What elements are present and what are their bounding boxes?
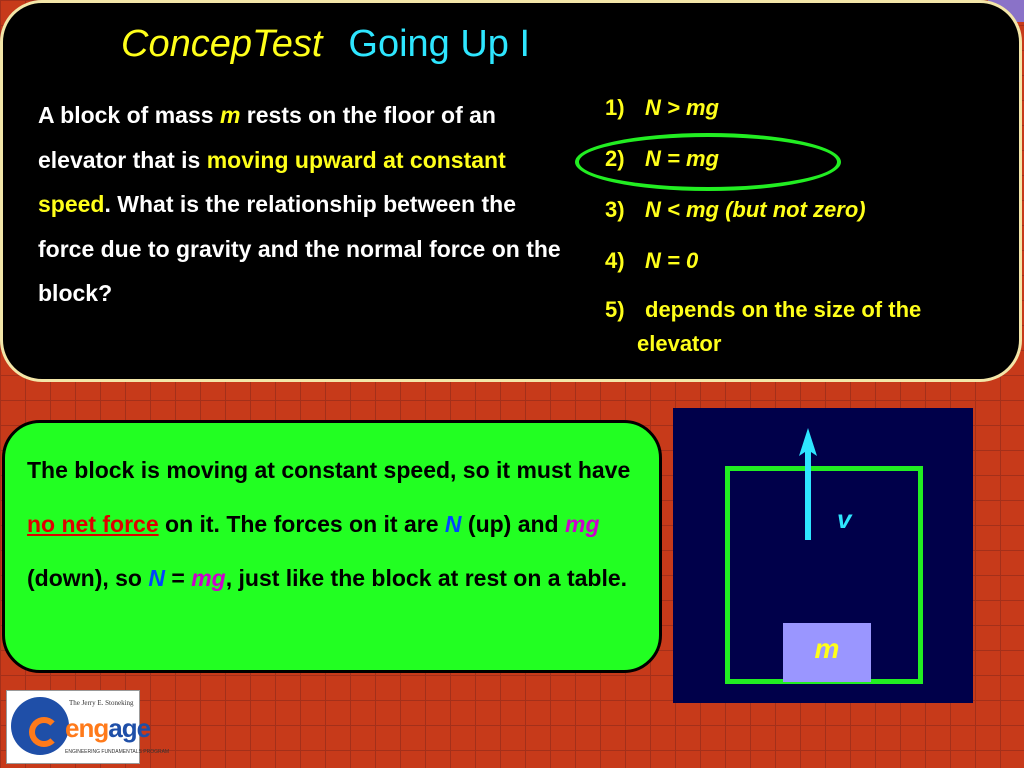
choice-text: depends on the size of the	[645, 297, 922, 322]
choice-text-continued: elevator	[637, 331, 722, 356]
choice-5[interactable]	[605, 293, 1015, 356]
normal-force-symbol: N	[148, 565, 165, 591]
choice-number: 2)	[605, 146, 625, 171]
question-part3: . What is the relationship between the force due to gravity and the normal force on the block?	[38, 191, 561, 306]
question-mass-symbol: m	[219, 102, 241, 128]
title-topic: Going Up I	[348, 23, 531, 65]
elevator-diagram	[673, 408, 973, 703]
question-part2: rests on the floor of an elevator that is	[38, 102, 496, 173]
choice-number: 3)	[605, 197, 625, 222]
logo-wordmark	[65, 713, 150, 744]
explanation-part1: The block is moving at constant speed, so it must have	[27, 457, 631, 483]
velocity-arrow-icon	[797, 428, 819, 540]
logo-emblem-icon	[11, 697, 69, 755]
choice-text: N > mg	[645, 95, 719, 120]
logo-small-text: The Jerry E. Stoneking	[69, 699, 134, 707]
weight-symbol: mg	[565, 511, 600, 537]
logo-word-eng: eng	[65, 713, 109, 743]
engage-logo	[6, 690, 170, 764]
choice-number: 5)	[605, 297, 625, 322]
choice-text: N < mg (but not zero)	[645, 197, 866, 222]
choice-3[interactable]	[605, 197, 1015, 248]
choice-number: 4)	[605, 248, 625, 273]
explanation-part4: (down), so	[27, 565, 149, 591]
logo-swoosh-icon	[29, 717, 59, 747]
weight-symbol: mg	[191, 565, 226, 591]
no-net-force-emphasis: no net force	[27, 511, 159, 537]
logo-tagline: ENGINEERING FUNDAMENTALS PROGRAM	[65, 749, 170, 755]
choice-number: 1)	[605, 95, 625, 120]
explanation-part6: , just like the block at rest on a table.	[225, 565, 628, 591]
normal-force-symbol: N	[444, 511, 462, 537]
velocity-label: v	[837, 504, 852, 534]
explanation-part3: (up) and	[461, 511, 565, 537]
question-highlight: moving upward at constant speed	[38, 146, 506, 217]
explanation-part2: on it. The forces on it are	[158, 511, 445, 537]
mass-block	[783, 623, 871, 682]
correct-answer-highlight	[575, 133, 841, 191]
choice-text: N = mg	[645, 146, 719, 171]
title-conceptest: ConcepTest	[121, 23, 323, 65]
explanation-part5: =	[165, 565, 192, 591]
explanation-panel	[2, 420, 662, 673]
choice-text: N = 0	[645, 248, 699, 273]
explanation-text	[27, 443, 637, 605]
answer-choices	[605, 95, 1015, 356]
question-part1: A block of mass	[38, 102, 220, 128]
question-text	[38, 93, 568, 316]
question-panel	[0, 0, 1022, 382]
logo-word-age: age	[108, 713, 151, 743]
slide-title	[121, 23, 530, 66]
mass-label: m	[814, 633, 840, 664]
choice-4[interactable]	[605, 248, 1015, 299]
